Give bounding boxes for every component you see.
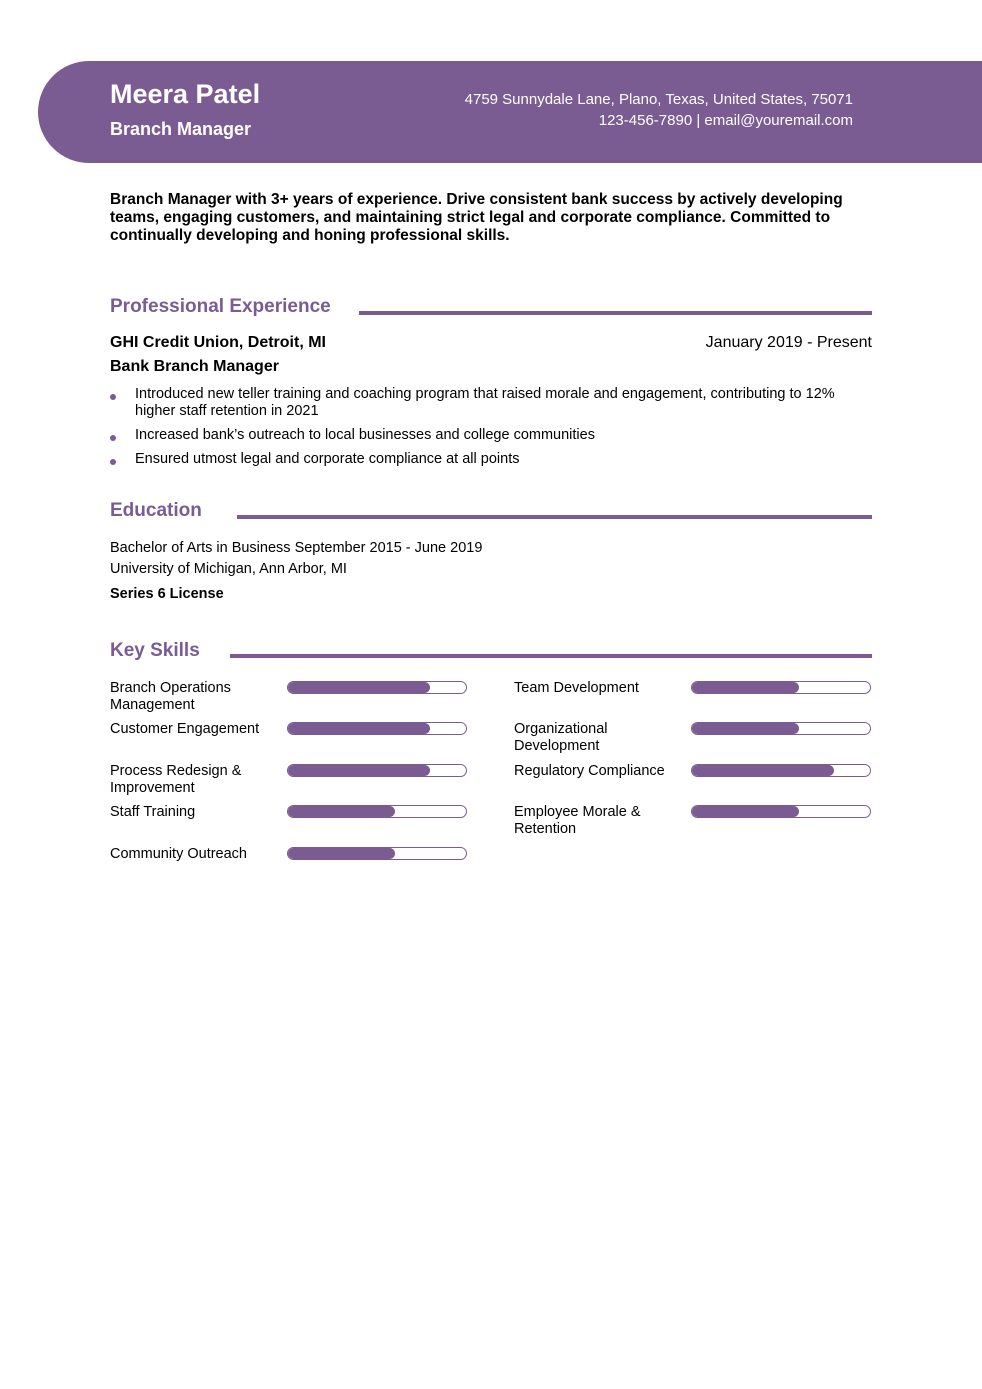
skill-label: Team Development xyxy=(514,680,639,696)
skill-level-fill xyxy=(692,682,799,693)
address: 4759 Sunnydale Lane, Plano, Texas, United States, 75071 xyxy=(464,91,853,108)
skill-level-fill xyxy=(288,806,395,817)
education-divider xyxy=(237,515,872,519)
professional-summary: Branch Manager with 3+ years of experience. Drive consistent bank success by actively developing teams, engaging customers, and maintaining strict legal and corporate compliance. Committed to continually developing and honing professional skills. xyxy=(110,191,843,244)
experience-bullets xyxy=(110,386,872,475)
school-line: University of Michigan, Ann Arbor, MI xyxy=(110,561,347,577)
bullet-dot-icon xyxy=(110,459,116,465)
experience-dates: January 2019 - Present xyxy=(705,334,872,351)
candidate-name: Meera Patel xyxy=(110,79,261,109)
bullet-dot-icon xyxy=(110,435,116,441)
skill-level-bar xyxy=(287,805,467,818)
list-item: Increased bank’s outreach to local businesses and college communities xyxy=(110,427,872,444)
skill-level-fill xyxy=(692,806,799,817)
experience-organization: GHI Credit Union, Detroit, MI xyxy=(110,334,326,351)
skill-label: Organizational Development xyxy=(514,721,608,754)
education-heading: Education xyxy=(110,500,202,521)
contact-info xyxy=(465,89,853,131)
skill-level-bar xyxy=(287,764,467,777)
experience-divider xyxy=(359,311,872,315)
degree-line: Bachelor of Arts in Business September 2015 - June 2019 xyxy=(110,540,483,556)
skill-label: Employee Morale & Retention xyxy=(514,804,641,837)
skill-level-bar xyxy=(287,847,467,860)
experience-role: Bank Branch Manager xyxy=(110,358,279,375)
skills-divider xyxy=(230,654,872,658)
skill-label: Staff Training xyxy=(110,804,196,820)
skill-label: Community Outreach xyxy=(110,846,247,862)
skill-level-bar xyxy=(691,805,871,818)
list-item: Ensured utmost legal and corporate compliance at all points xyxy=(110,451,872,468)
list-item: Introduced new teller training and coaching program that raised morale and engagement, contributing to 12% higher staff retention in 2021 xyxy=(110,386,872,420)
experience-heading: Professional Experience xyxy=(110,296,331,317)
skill-level-fill xyxy=(692,765,834,776)
skill-label: Regulatory Compliance xyxy=(514,763,665,779)
skill-label: Process Redesign & Improvement xyxy=(110,763,242,796)
license: Series 6 License xyxy=(110,586,224,602)
skill-label: Customer Engagement xyxy=(110,721,260,737)
skill-level-bar xyxy=(691,764,871,777)
skill-level-bar xyxy=(691,722,871,735)
candidate-title: Branch Manager xyxy=(110,119,252,139)
skill-label: Branch Operations Management xyxy=(110,680,231,713)
skill-level-bar xyxy=(287,722,467,735)
skill-level-fill xyxy=(288,848,395,859)
skill-level-fill xyxy=(692,723,799,734)
skill-level-bar xyxy=(691,681,871,694)
resume-header xyxy=(38,61,982,163)
skill-level-fill xyxy=(288,765,430,776)
skills-heading: Key Skills xyxy=(110,640,200,661)
skill-level-fill xyxy=(288,682,430,693)
bullet-dot-icon xyxy=(110,394,116,400)
skill-level-fill xyxy=(288,723,430,734)
phone-email: 123-456-7890 | email@youremail.com xyxy=(598,112,853,129)
skill-level-bar xyxy=(287,681,467,694)
